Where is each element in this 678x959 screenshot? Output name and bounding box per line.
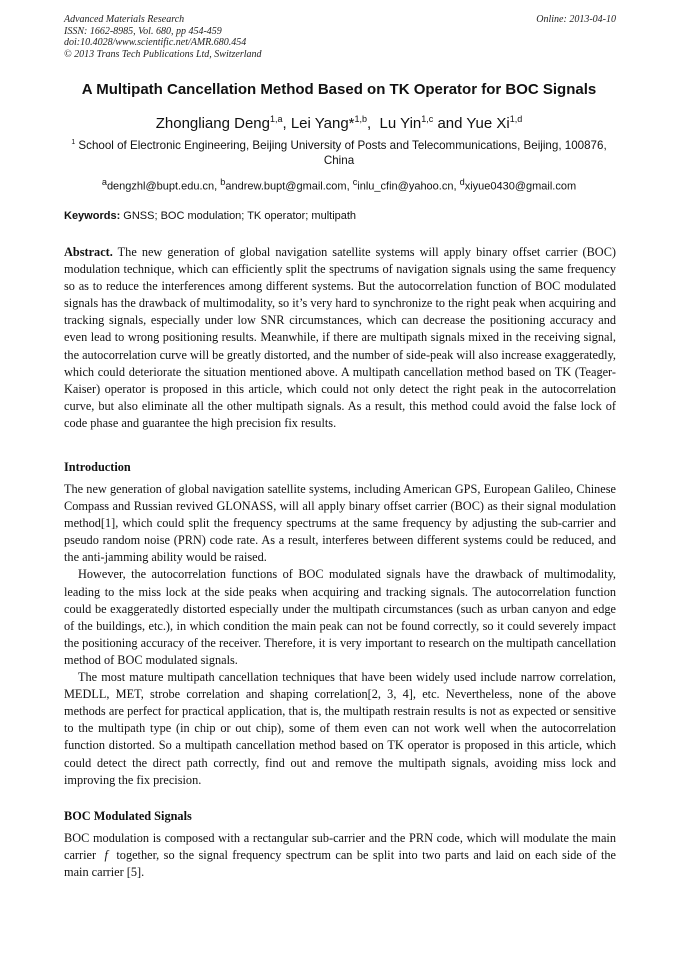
paragraph [64, 830, 616, 881]
author-name: Lu Yin [379, 115, 422, 132]
affiliation [70, 138, 608, 168]
paper-title: A Multipath Cancellation Method Based on TK Operator for BOC Signals [81, 81, 597, 98]
affiliation-sup: 1 [71, 139, 76, 147]
author-sup: 1,b [354, 114, 368, 124]
email-sup: c [352, 177, 358, 187]
journal-name: Advanced Materials Research [64, 14, 185, 25]
email-separator: , [346, 180, 353, 193]
author-name: Lei Yang* [290, 115, 355, 132]
keywords-label: Keywords: [64, 210, 121, 222]
abstract-paragraph [64, 244, 616, 432]
journal-header [64, 14, 616, 60]
email-address[interactable]: andrew.bupt@gmail.com [225, 180, 347, 193]
email-sup: d [459, 177, 465, 187]
author-sup: 1,a [269, 114, 283, 124]
abstract-label: Abstract. [64, 245, 113, 259]
introduction-heading: Introduction [64, 460, 131, 474]
paragraph: However, the autocorrelation functions of BOC modulated signals have the drawback of multimodality, leading to the miss lock at the side peaks when acquiring and tracking signals. The autocorrelation function could be exaggeratedly distorted especially under the multipath circumstances (such as urban canyon and edge of the buildings, etc.), in which condition the main peak can not be found correctly, so it could severely impact the positioning accuracy of the receiver. Therefore, it is very important to research on the multipath cancellation method of BOC modulated signals. [64, 567, 616, 667]
email-address[interactable]: dengzhl@bupt.edu.cn [106, 180, 215, 193]
email-sup: a [101, 177, 107, 187]
email-address[interactable]: xiyue0430@gmail.com [464, 180, 577, 193]
author-list [40, 115, 638, 133]
author-sup: 1,d [509, 114, 523, 124]
email-sup: b [220, 177, 226, 187]
author-name: Yue Xi [466, 115, 510, 132]
author-separator: , [367, 115, 380, 132]
email-separator: , [214, 180, 221, 193]
author-separator: and [433, 115, 467, 132]
author-name: Zhongliang Deng [155, 115, 270, 132]
doi-line[interactable]: doi:10.4028/www.scientific.net/AMR.680.454 [64, 37, 247, 48]
affiliation-text: School of Electronic Engineering, Beijing University of Posts and Telecommunications, Beijing, 100876, China [75, 139, 607, 167]
email-separator: , [453, 180, 460, 193]
keywords-text: GNSS; BOC modulation; TK operator; multipath [120, 210, 357, 222]
copyright-line: © 2013 Trans Tech Publications Ltd, Switzerland [64, 48, 262, 60]
abstract [64, 244, 616, 432]
boc-section-body [64, 830, 616, 881]
keywords [64, 209, 616, 223]
online-date: Online: 2013-04-10 [536, 14, 616, 25]
email-address[interactable]: inlu_cfin@yahoo.cn [357, 180, 454, 193]
abstract-text: The new generation of global navigation satellite systems will apply binary offset carrier (BOC) modulation technique, which can efficiently split the spectrums of navigation signals using the same frequency so as to reduce the interferences among different systems. But the autocorrelation function of BOC modulated signals has the drawback of multimodality, so it’s very hard to synchronize to the right peak when acquiring and tracking signals, especially under low SNR circumstances, which can decrease the positioning accuracy and even lead to wrong positioning results. Meanwhile, if there are multipath signals mixed in the receiving signal, the autocorrelation curve will be greatly distorted, and the number of side-peak will also increase exaggeratedly, which could deteriorate the situation mentioned above. A multipath cancellation method based on TK (Teager-Kaiser) operator is proposed in this article, which could not only detect the right peak in the autocorrelation curve, but also eliminate all the other multipath signals. As a result, this method could avoid the false lock of code phase and guarantee the high precision fix results. [64, 245, 617, 430]
introduction-body [64, 481, 616, 789]
paragraph: The most mature multipath cancellation techniques that have been widely used include narrow correlation, MEDLL, MET, strobe correlation and shaping correlation[2, 3, 4], etc. Nevertheless, none of the above methods are perfect for practical application, that is, the multipath restrain results is not as expected or sensitive to the multipath type (in chip or out chip), some of them even can not work well when the autocorrelation function distorted. So a multipath cancellation method based on TK operator is proposed in this article, which could detect the direct path correctly, find out and remove the multipath signals, avoiding miss lock and improving the fix precision. [64, 670, 616, 787]
author-sup: 1,c [421, 114, 434, 124]
boc-section-heading: BOC Modulated Signals [64, 809, 192, 823]
issn-line: ISSN: 1662-8985, Vol. 680, pp 454-459 [64, 25, 222, 37]
boc-text-after: together, so the signal frequency spectrum can be split into two parts and laid on each side of the main carrier [5]. [64, 848, 616, 880]
paragraph: The new generation of global navigation satellite systems, including American GPS, European Galileo, Chinese Compass and Russian revived GLONASS, will all apply binary offset carrier (BOC) as their signal modulation method[1], which could split the frequency spectrums at the same frequency by adjusting the sub-carrier and pseudo random noise (PRN) code rate. As a result, interferes between different systems could be reduced, and the anti-jamming ability would be raised. [64, 482, 616, 565]
boc-text-before: BOC modulation is composed with a rectangular sub-carrier and the PRN code, which will modulate the main carrier [64, 831, 616, 863]
carrier-variable: f [104, 848, 108, 863]
author-separator: , [282, 115, 291, 132]
email-list [40, 175, 638, 194]
